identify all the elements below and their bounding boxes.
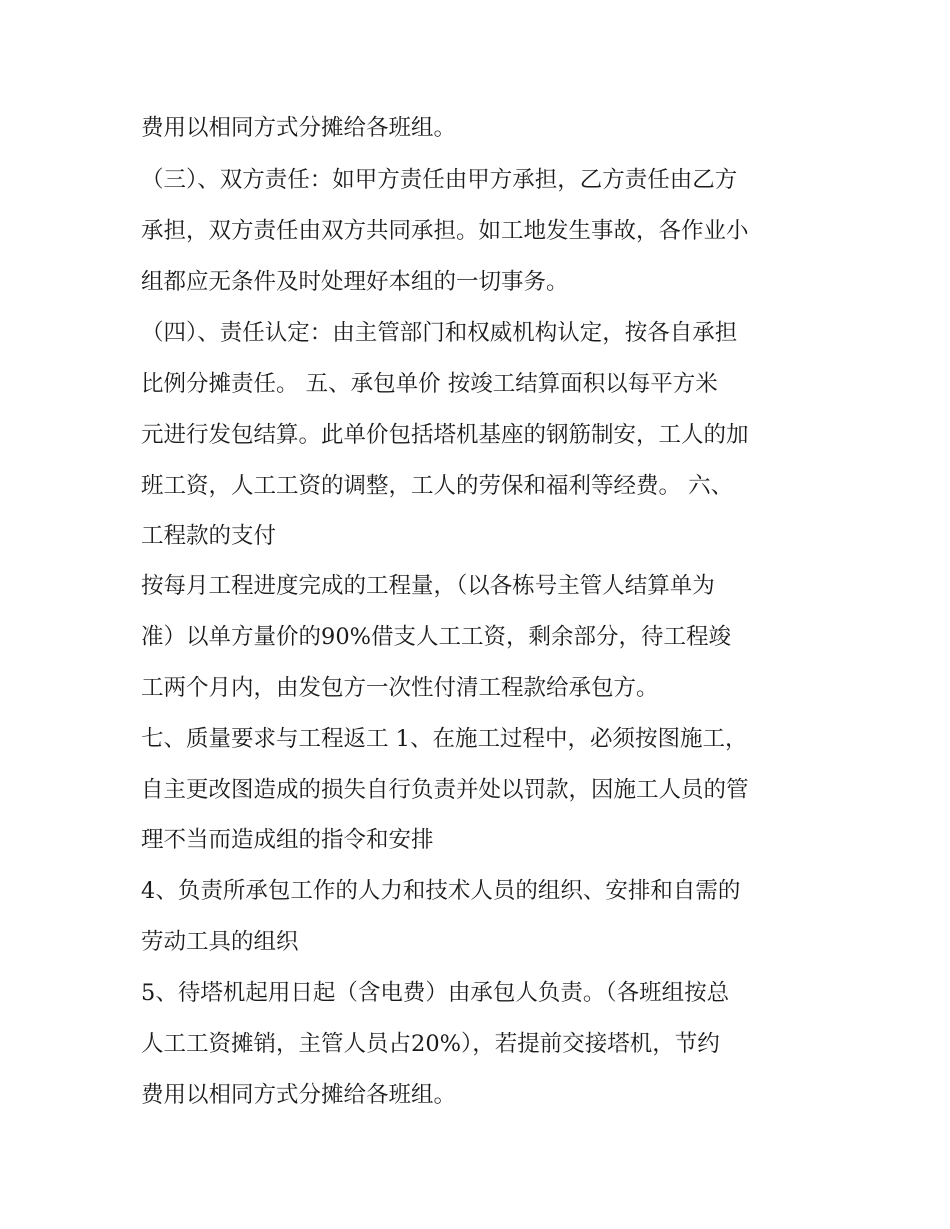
text-line: 准）以单方量价的90%借支人工工资，剩余部分，待工程竣 — [141, 624, 732, 650]
text-line: 4、负责所承包工作的人力和技术人员的组织、安排和自需的 — [141, 878, 741, 904]
text-line: 费用以相同方式分摊给各班组。 — [141, 115, 457, 141]
text-line: 工两个月内，由发包方一次性付清工程款给承包方。 — [141, 675, 659, 701]
text-line: 班工资，人工工资的调整，工人的劳保和福利等经费。 六、 — [141, 473, 734, 499]
text-line: 5、待塔机起用日起（含电费）由承包人负责。（各班组按总 — [141, 980, 730, 1006]
text-line: 理不当而造成组的指令和安排 — [141, 827, 434, 853]
text-line: （三）、双方责任：如甲方责任由甲方承担，乙方责任由乙方 — [141, 167, 738, 193]
text-line: 承担，双方责任由双方共同承担。如工地发生事故，各作业小 — [141, 218, 749, 244]
text-line: 元进行发包结算。此单价包括塔机基座的钢筋制安，工人的加 — [141, 422, 749, 448]
text-line: 工程款的支付 — [141, 523, 277, 549]
text-line: 组都应无条件及时处理好本组的一切事务。 — [141, 269, 569, 295]
text-line: （四）、责任认定：由主管部门和权威机构认定，按各自承担 — [141, 320, 738, 346]
text-line: 七、质量要求与工程返工 1、在施工过程中，必须按图施工， — [141, 726, 748, 752]
text-line: 人工工资摊销，主管人员占20%），若提前交接塔机，节约 — [141, 1031, 720, 1057]
text-line: 费用以相同方式分摊给各班组。 — [141, 1082, 457, 1108]
text-line: 劳动工具的组织 — [141, 929, 299, 955]
text-line: 比例分摊责任。 五、承包单价 按竣工结算面积以每平方米 — [141, 371, 718, 397]
text-line: 自主更改图造成的损失自行负责并处以罚款，因施工人员的管 — [141, 777, 749, 803]
text-line: 按每月工程进度完成的工程量，（以各栋号主管人结算单为 — [141, 573, 715, 599]
